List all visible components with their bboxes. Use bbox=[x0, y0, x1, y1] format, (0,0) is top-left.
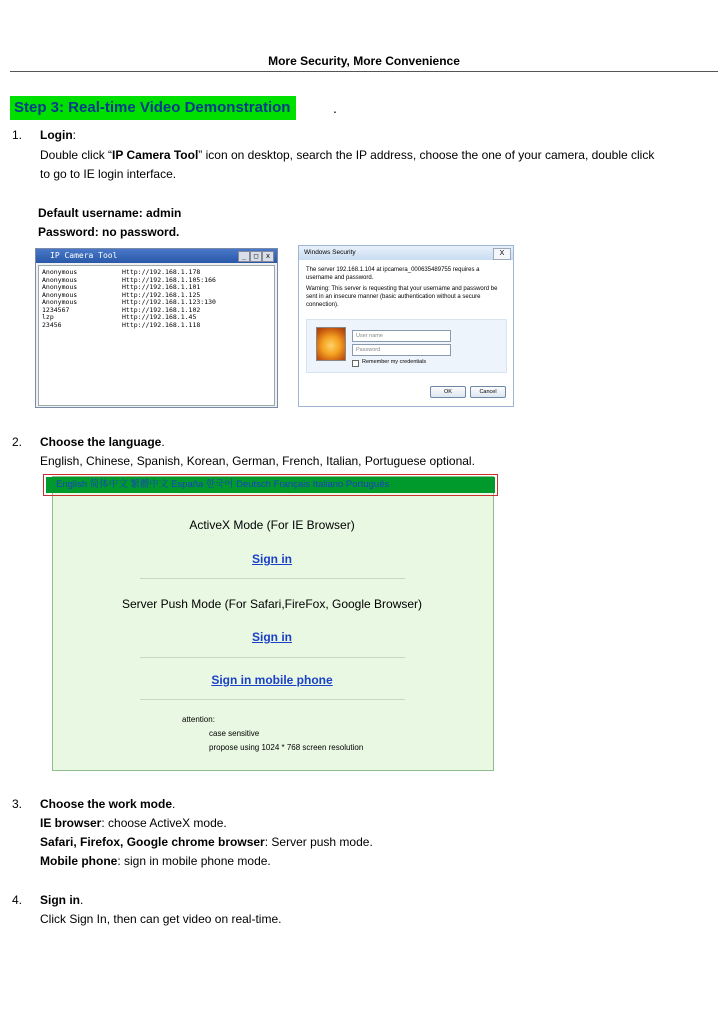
section-1-line1 bbox=[40, 146, 654, 164]
push-browser-text: : Server push mode. bbox=[264, 835, 373, 849]
default-password: Password: no password. bbox=[38, 225, 180, 239]
language-options[interactable]: English 简体中文 繁體中文 España 한국어 Deutsch Français Italiano Português bbox=[56, 479, 390, 490]
ip-camera-tool-name: IP Camera Tool bbox=[112, 148, 199, 162]
camera-url: Http://192.168.1.102 bbox=[122, 305, 201, 314]
cancel-button[interactable]: Cancel bbox=[470, 386, 506, 398]
server-push-mode-title: Server Push Mode (For Safari,FireFox, Google Browser) bbox=[121, 597, 423, 611]
ip-camera-tool-titlebar bbox=[36, 249, 277, 263]
remember-label: Remember my credentials bbox=[362, 359, 427, 365]
page-header-title: More Security, More Convenience bbox=[268, 54, 460, 68]
mobile-phone-line bbox=[40, 852, 271, 870]
activex-signin-link[interactable]: Sign in bbox=[252, 552, 292, 566]
text-run: Double click “ bbox=[40, 148, 113, 162]
camera-name: Anonymous bbox=[42, 298, 78, 306]
divider bbox=[140, 657, 405, 658]
username-field[interactable]: User name bbox=[352, 330, 451, 342]
default-username: Default username: admin bbox=[38, 206, 182, 220]
camera-url: Http://192.168.1.123:130 bbox=[122, 298, 216, 306]
close-icon[interactable]: X bbox=[493, 248, 511, 260]
section-2-period: . bbox=[161, 435, 165, 449]
camera-name: Anonymous bbox=[42, 283, 78, 291]
camera-name: Anonymous bbox=[42, 290, 78, 299]
push-browser-label: Safari, Firefox, Google chrome browser bbox=[40, 835, 265, 849]
server-push-signin-link[interactable]: Sign in bbox=[252, 630, 292, 644]
camera-url: Http://192.168.1.178 bbox=[122, 268, 201, 276]
dialog-message: The server 192.168.1.104 at ipcamera_000635489755 requires a username and password. bbox=[306, 267, 480, 281]
attention-label: attention: bbox=[182, 715, 215, 724]
section-2-line: English, Chinese, Spanish, Korean, German, French, Italian, Portuguese optional. bbox=[40, 454, 475, 468]
user-avatar-icon bbox=[316, 327, 346, 361]
remember-checkbox[interactable] bbox=[352, 360, 359, 367]
camera-url: Http://192.168.1.118 bbox=[122, 320, 201, 329]
section-1-colon: : bbox=[72, 128, 76, 142]
section-4-period: . bbox=[80, 893, 84, 907]
step-title-period: . bbox=[333, 100, 337, 116]
activex-mode-title: ActiveX Mode (For IE Browser) bbox=[189, 518, 355, 532]
credential-panel bbox=[306, 319, 507, 373]
camera-name: Anonymous bbox=[42, 275, 78, 284]
ie-browser-text: : choose ActiveX mode. bbox=[101, 816, 227, 830]
header-divider bbox=[10, 71, 718, 72]
camera-name: Anonymous bbox=[42, 268, 78, 276]
section-4-title: Sign in bbox=[40, 893, 80, 907]
safari-firefox-line bbox=[40, 833, 373, 851]
camera-list bbox=[38, 265, 275, 406]
section-2-title: Choose the language bbox=[40, 435, 162, 449]
camera-url: Http://192.168.1.125 bbox=[122, 290, 201, 299]
dialog-titlebar bbox=[299, 246, 513, 260]
section-3-number: 3. bbox=[12, 797, 23, 811]
password-field[interactable]: Password bbox=[352, 344, 451, 356]
dialog-title: Windows Security bbox=[304, 249, 356, 256]
section-2-number: 2. bbox=[12, 435, 23, 449]
resolution-note: propose using 1024 * 768 screen resolution bbox=[209, 743, 364, 752]
section-1-line2: to go to IE login interface. bbox=[40, 167, 177, 181]
ie-browser-label: IE browser bbox=[40, 816, 102, 830]
camera-name: 1234567 bbox=[42, 305, 70, 314]
maximize-icon[interactable]: □ bbox=[250, 251, 262, 262]
ip-camera-tool-window bbox=[35, 248, 278, 408]
windows-security-dialog bbox=[298, 245, 514, 407]
section-1-title: Login bbox=[40, 128, 73, 142]
camera-url: Http://192.168.1.105:166 bbox=[122, 275, 216, 284]
divider bbox=[140, 699, 405, 700]
section-1-heading bbox=[40, 126, 76, 144]
section-1-number: 1. bbox=[12, 128, 23, 142]
close-icon[interactable]: x bbox=[262, 251, 274, 262]
camera-name: 23456 bbox=[42, 320, 62, 329]
ie-browser-line bbox=[40, 814, 227, 832]
section-4-line: Click Sign In, then can get video on real-time. bbox=[40, 912, 282, 926]
minimize-icon[interactable]: _ bbox=[238, 251, 250, 262]
section-3-title: Choose the work mode bbox=[40, 797, 173, 811]
section-4-heading bbox=[40, 891, 83, 909]
case-sensitive-note: case sensitive bbox=[209, 729, 260, 738]
section-3-period: . bbox=[172, 797, 176, 811]
mobile-signin-link[interactable]: Sign in mobile phone bbox=[211, 673, 333, 687]
text-run: ” icon on desktop, search the IP address, choose the one of your camera, double click bbox=[198, 148, 655, 162]
camera-url: Http://192.168.1.45 bbox=[122, 313, 197, 321]
ok-button[interactable]: OK bbox=[430, 386, 466, 398]
ip-camera-tool-title: IP Camera Tool bbox=[50, 251, 118, 260]
dialog-warning: Warning: This server is requesting that your username and password be sent in an insecure manner (basic authentication without a secure connection). bbox=[306, 286, 498, 308]
mobile-phone-text: : sign in mobile phone mode. bbox=[117, 854, 271, 868]
step-title: Step 3: Real-time Video Demonstration bbox=[10, 96, 296, 120]
camera-url: Http://192.168.1.101 bbox=[122, 283, 201, 291]
camera-row[interactable] bbox=[39, 322, 274, 330]
camera-name: lzp bbox=[42, 313, 54, 321]
divider bbox=[140, 578, 405, 579]
section-4-number: 4. bbox=[12, 893, 23, 907]
section-3-heading bbox=[40, 795, 175, 813]
mobile-phone-label: Mobile phone bbox=[40, 854, 118, 868]
section-2-heading bbox=[40, 433, 165, 451]
